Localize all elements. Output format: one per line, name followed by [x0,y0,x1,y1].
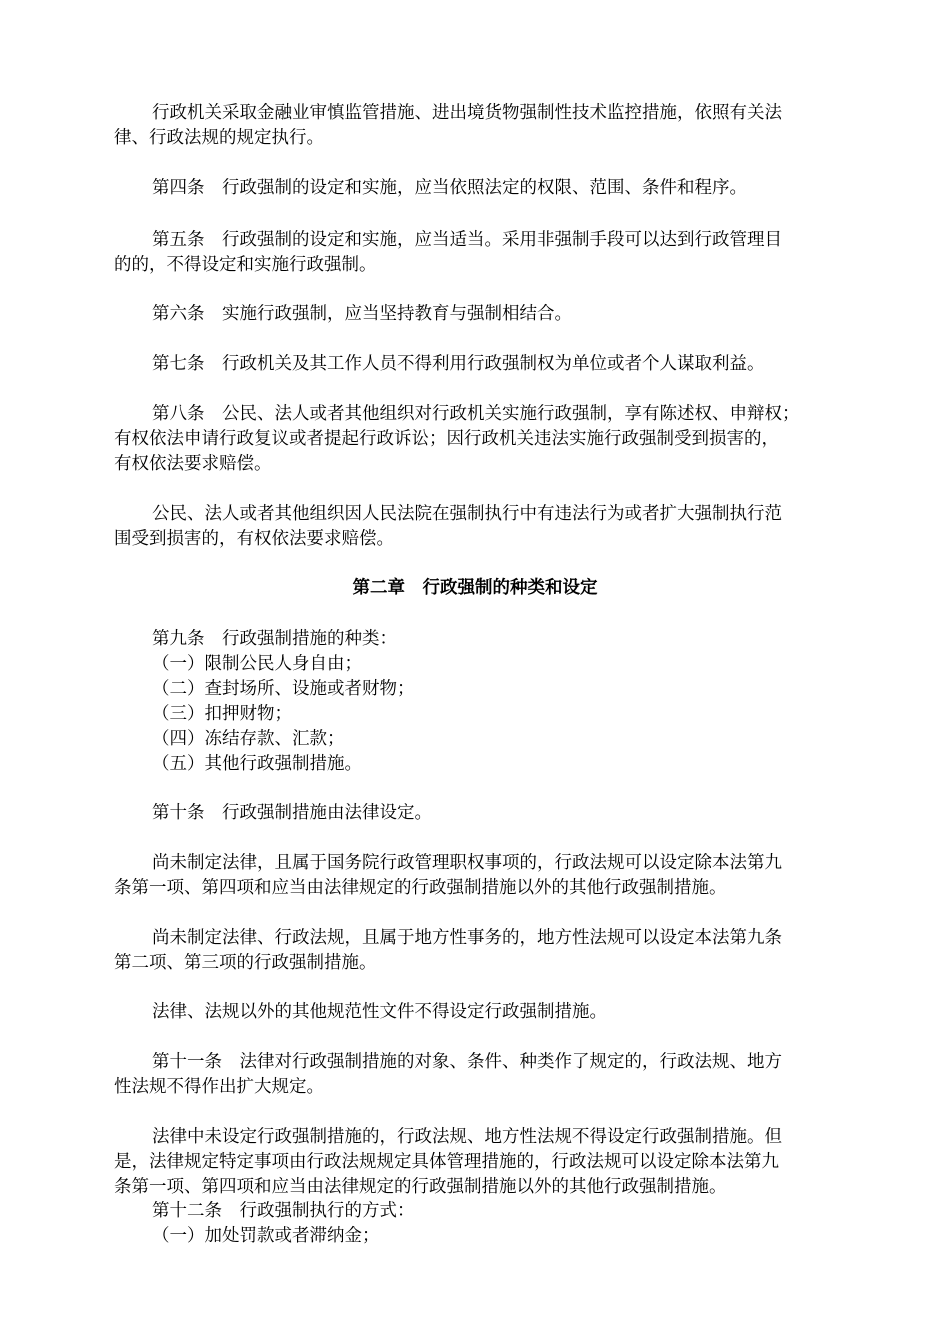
text-line: 法律、法规以外的其他规范性文件不得设定行政强制措施。 [152,1002,607,1022]
text-line: 第六条 实施行政强制，应当坚持教育与强制相结合。 [152,304,572,324]
text-line: 条第一项、第四项和应当由法律规定的行政强制措施以外的其他行政强制措施。 [114,1177,727,1197]
text-line: 第十一条 法律对行政强制措施的对象、条件、种类作了规定的，行政法规、地方 [152,1052,782,1072]
text-line: 第十二条 行政强制执行的方式： [152,1201,415,1221]
text-line: 行政机关采取金融业审慎监管措施、进出境货物强制性技术监控措施，依照有关法 [152,103,782,123]
text-line: 第四条 行政强制的设定和实施，应当依照法定的权限、范围、条件和程序。 [152,178,747,198]
text-line: 有权依法要求赔偿。 [114,454,272,474]
text-line: 第十条 行政强制措施由法律设定。 [152,803,432,823]
text-line: 尚未制定法律、行政法规，且属于地方性事务的，地方性法规可以设定本法第九条 [152,928,782,948]
text-line: 第八条 公民、法人或者其他组织对行政机关实施行政强制，享有陈述权、申辩权； [152,404,800,424]
text-line: 性法规不得作出扩大规定。 [114,1077,324,1097]
list-item: （一）加处罚款或者滞纳金； [152,1226,380,1246]
text-line: 第九条 行政强制措施的种类： [152,629,397,649]
list-item: （一）限制公民人身自由； [152,654,362,674]
text-line: 条第一项、第四项和应当由法律规定的行政强制措施以外的其他行政强制措施。 [114,878,727,898]
text-line: 的的，不得设定和实施行政强制。 [114,255,377,275]
list-item: （二）查封场所、设施或者财物； [152,679,415,699]
text-line: 围受到损害的，有权依法要求赔偿。 [114,529,394,549]
text-line: 法律中未设定行政强制措施的，行政法规、地方性法规不得设定行政强制措施。但 [152,1127,782,1147]
chapter-heading: 第二章 行政强制的种类和设定 [352,578,598,598]
list-item: （四）冻结存款、汇款； [152,729,345,749]
text-line: 第二项、第三项的行政强制措施。 [114,953,377,973]
text-line: 公民、法人或者其他组织因人民法院在强制执行中有违法行为或者扩大强制执行范 [152,504,782,524]
list-item: （三）扣押财物； [152,704,292,724]
text-line: 律、行政法规的规定执行。 [114,128,324,148]
text-line: 第五条 行政强制的设定和实施，应当适当。采用非强制手段可以达到行政管理目 [152,230,782,250]
text-line: 是，法律规定特定事项由行政法规规定具体管理措施的，行政法规可以设定除本法第九 [114,1152,779,1172]
list-item: （五）其他行政强制措施。 [152,754,362,774]
text-line: 第七条 行政机关及其工作人员不得利用行政强制权为单位或者个人谋取利益。 [152,354,765,374]
text-line: 有权依法申请行政复议或者提起行政诉讼；因行政机关违法实施行政强制受到损害的， [114,429,779,449]
text-line: 尚未制定法律，且属于国务院行政管理职权事项的，行政法规可以设定除本法第九 [152,853,782,873]
